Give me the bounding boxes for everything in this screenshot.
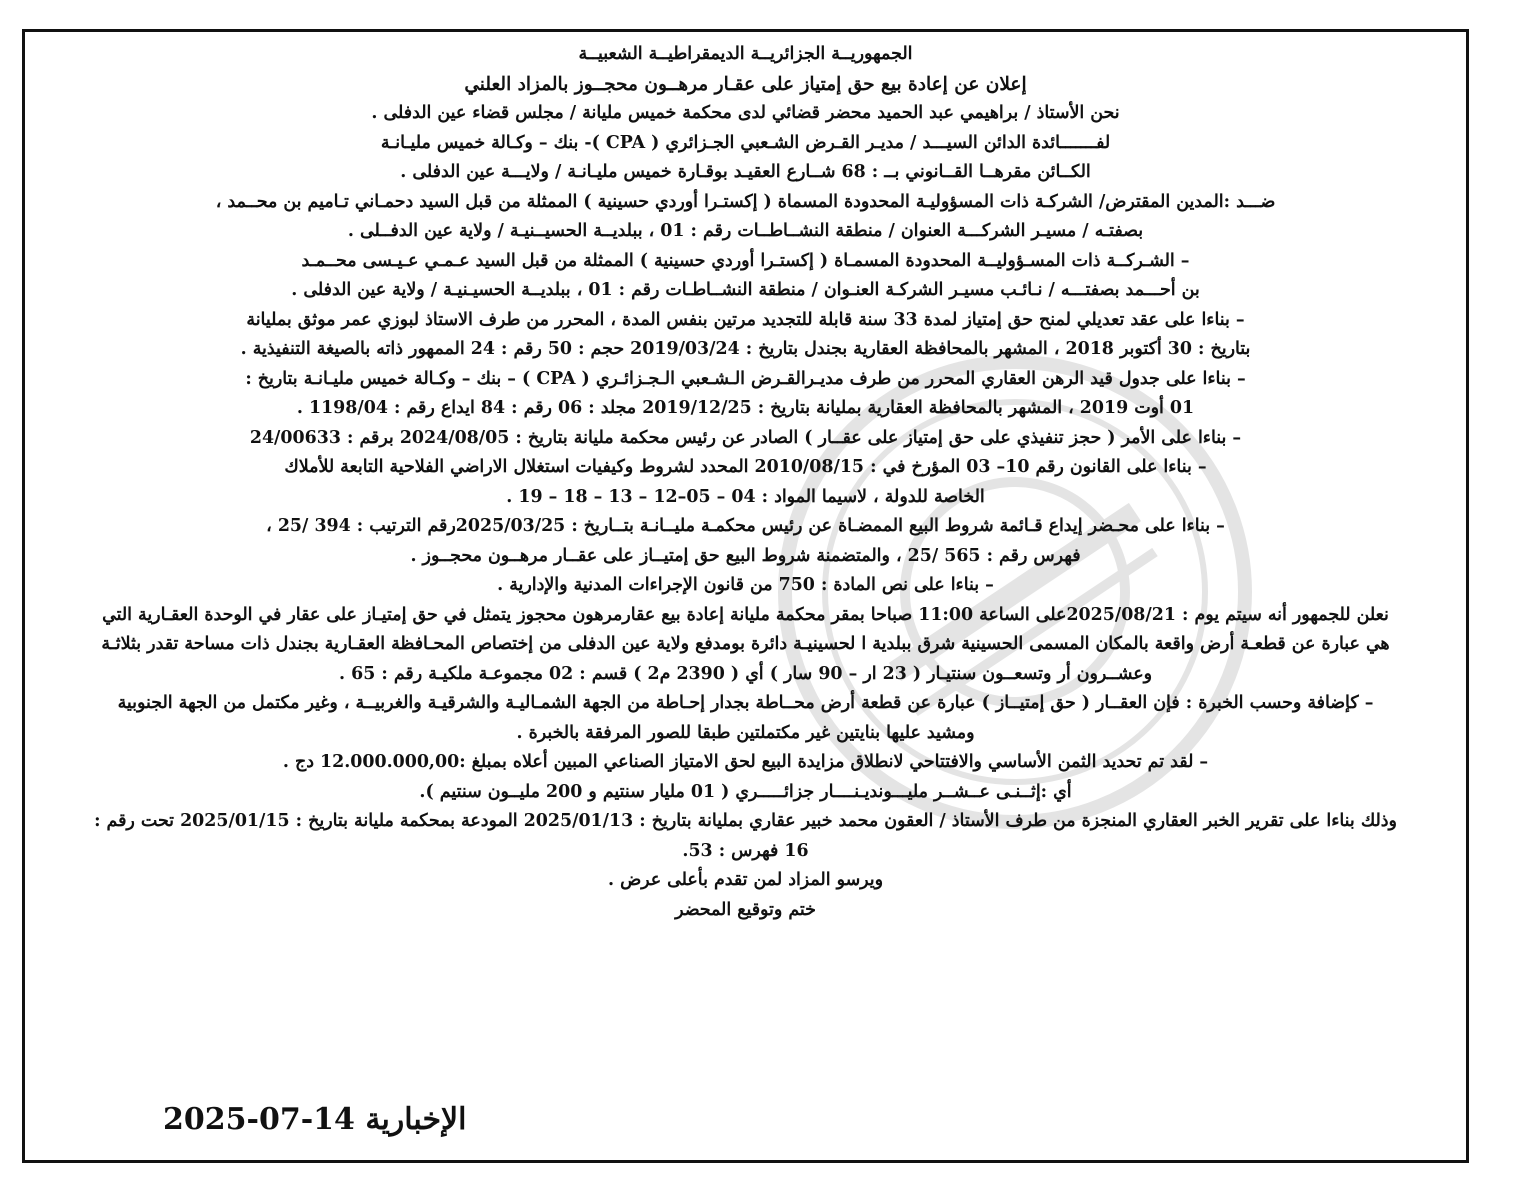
text-line: – بناءا على عقد تعديلي لمنح حق إمتياز لمدة 33 سنة قابلة للتجديد مرتين بنفس المدة ، المحرر من طرف الاستاذ لبوزي عمر موثق بمليانة xyxy=(246,309,1245,330)
text-line: وعشــرون أر وتسعــون سنتيـار ( 23 ار – 90 سار ) أي ( 2390 م2 ) قسم : 02 مجموعـة ملكيـة رقم : 65 . xyxy=(339,663,1152,684)
text-line: – بناءا على نص المادة : 750 من قانون الإجراءات المدنية والإدارية . xyxy=(497,575,994,595)
text-line: أي :إثــنـى عــشــر مليـــونديـنــــار جزائـــــري ( 01 مليار سنتيم و 200 مليــون سنتيم ). xyxy=(419,781,1072,802)
text-line: – لقد تم تحديد الثمن الأساسي والافتتاحي لانطلاق مزايدة البيع لحق الامتياز الصناعي المبين أعلاه بمبلغ :12.000.000,00 دج . xyxy=(282,752,1209,772)
text-line: فهرس رقم : 565 /25 ، والمتضمنة شروط البيع حق إمتيــاز على عقــار مرهــون محجــوز . xyxy=(410,545,1081,566)
publication-name: الإخبارية xyxy=(365,1102,467,1137)
text-line: ويرسو المزاد لمن تقدم بأعلى عرض . xyxy=(607,870,883,890)
text-line: – بناءا على محـضر إيداع قـائمة شروط البيع الممضـاة عن رئيس محكمـة مليــانـة بتــاريخ : 2025/03/25رقم الترتيب : 394 /25 ، xyxy=(266,516,1225,536)
republic-heading: الجمهوريــة الجزائريــة الديمقراطيــة الشعبيــة xyxy=(578,44,913,64)
announcement-title: إعلان عن إعادة بيع حق إمتياز على عقـار مرهــون محجــوز بالمزاد العلني xyxy=(464,73,1027,95)
text-line: – بناءا على الأمر ( حجز تنفيذي على حق إمتياز على عقــار ) الصادر عن رئيس محكمة مليانة بتاريخ : 2024/08/05 برقم : 24/00633 xyxy=(249,427,1242,448)
text-line: نعلن للجمهور أنه سيتم يوم : 2025/08/21على الساعة 11:00 صباحا بمقر محكمة مليانة إعادة بيع عقارمرهون محجوز يتمثل في حق إمتيـاز على عقار في الوحدة العقـارية التي xyxy=(102,604,1389,625)
text-line: هي عبارة عن قطعـة أرض واقعة بالمكان المسمى الحسينية شرق ببلدية ا لحسينيـة دائرة بومدفع ولاية عين الدفلى من إختصاص المحـافظة العقـارية بجندل ذات مساحة تقدر بثلاثـة xyxy=(101,634,1390,654)
text-line: 16 فهرس : 53. xyxy=(682,840,809,861)
text-line: الخاصة للدولة ، لاسيما المواد : 04 – 05–12 – 13 – 18 – 19 . xyxy=(506,486,985,507)
text-line: نحن الأستاذ / براهيمي عبد الحميد محضر قضائي لدى محكمة خميس مليانة / مجلس قضاء عين الدفلى . xyxy=(371,103,1120,123)
announcement-body xyxy=(39,40,1452,925)
text-line: – كإضافة وحسب الخبرة : فإن العقــار ( حق إمتيــاز ) عبارة عن قطعة أرض محــاطة بجدار إحـاطة من الجهة الشمـاليـة والشرقيـة والغربيــة ، وغير مكتمل من الجهة الجنوبية xyxy=(117,693,1374,713)
text-line: بتاريخ : 30 أكتوبر 2018 ، المشهر بالمحافظة العقارية بجندل بتاريخ : 2019/03/24 حجم : 50 رقم : 24 الممهور ذاته بالصيغة التنفيذية . xyxy=(240,339,1251,359)
text-line: – بناءا على القانون رقم 10– 03 المؤرخ في : 2010/08/15 المحدد لشروط وكيفيات استغلال الاراضي الفلاحية التابعة للأملاك xyxy=(284,457,1207,477)
text-line: بصفتـه / مسيـر الشركـــة العنوان / منطقة النشــاطــات رقم : 01 ، ببلديــة الحسيــنيـة / ولاية عين الدفــلى . xyxy=(347,221,1144,241)
text-line: الكــائن مقرهــا القــانوني بــ : 68 شــارع العقيـد بوقـارة خميس مليـانـة / ولايـــة عين الدفلى . xyxy=(400,162,1091,182)
text-line: – الشـركــة ذات المسـؤوليــة المحدودة المسمـاة ( إكستـرا أوردي حسينية ) الممثلة من قبل السيد عـمـي عـيـسى محــمـد xyxy=(301,250,1190,271)
text-line: – بناءا على جدول قيد الرهن العقاري المحرر من طرف مديـرالقـرض الـشـعبي الـجـزائـري ( CPA ) – بنك – وكـالة خميس مليـانـة بتاريخ : xyxy=(245,368,1246,389)
text-line: وذلك بناءا على تقرير الخبر العقاري المنجزة من طرف الأستاذ / العقون محمد خبير عقاري بمليانة بتاريخ : 2025/01/13 المودعة بمحكمة مليانة بتاريخ : 2025/01/15 تحت رقم : xyxy=(94,811,1397,831)
text-line: ضـــد :المدين المقترض/ الشركـة ذات المسؤوليـة المحدودة المسماة ( إكستـرا أوردي حسينية ) الممثلة من قبل السيد دحمـاني تـاميم بن محــمد ، xyxy=(215,191,1276,212)
signature-line: ختم وتوقيع المحضر xyxy=(675,899,816,920)
publication-date: 2025-07-14 xyxy=(163,1102,355,1137)
text-line: لفـــــــائدة الدائن السيـــد / مديـر القـرض الشـعبي الجـزائري ( CPA )- بنك – وكـالة خميس مليـانـة xyxy=(380,132,1111,153)
text-line: 01 أوت 2019 ، المشهر بالمحافظة العقارية بمليانة بتاريخ : 2019/12/25 مجلد : 06 رقم : 84 ايداع رقم : 1198/04 . xyxy=(296,398,1195,418)
text-line: بن أحـــمد بصفتـــه / نـائـب مسيـر الشركـة العنـوان / منطقة النشــاطـات رقم : 01 ، ببلديــة الحسيـنيـة / ولاية عين الدفلى . xyxy=(291,280,1200,300)
announcement-frame xyxy=(22,29,1469,1163)
publication-footer xyxy=(163,1102,466,1137)
text-line: ومشيد عليها بنايتين غير مكتملتين طبقا للصور المرفقة بالخبرة . xyxy=(516,722,975,743)
